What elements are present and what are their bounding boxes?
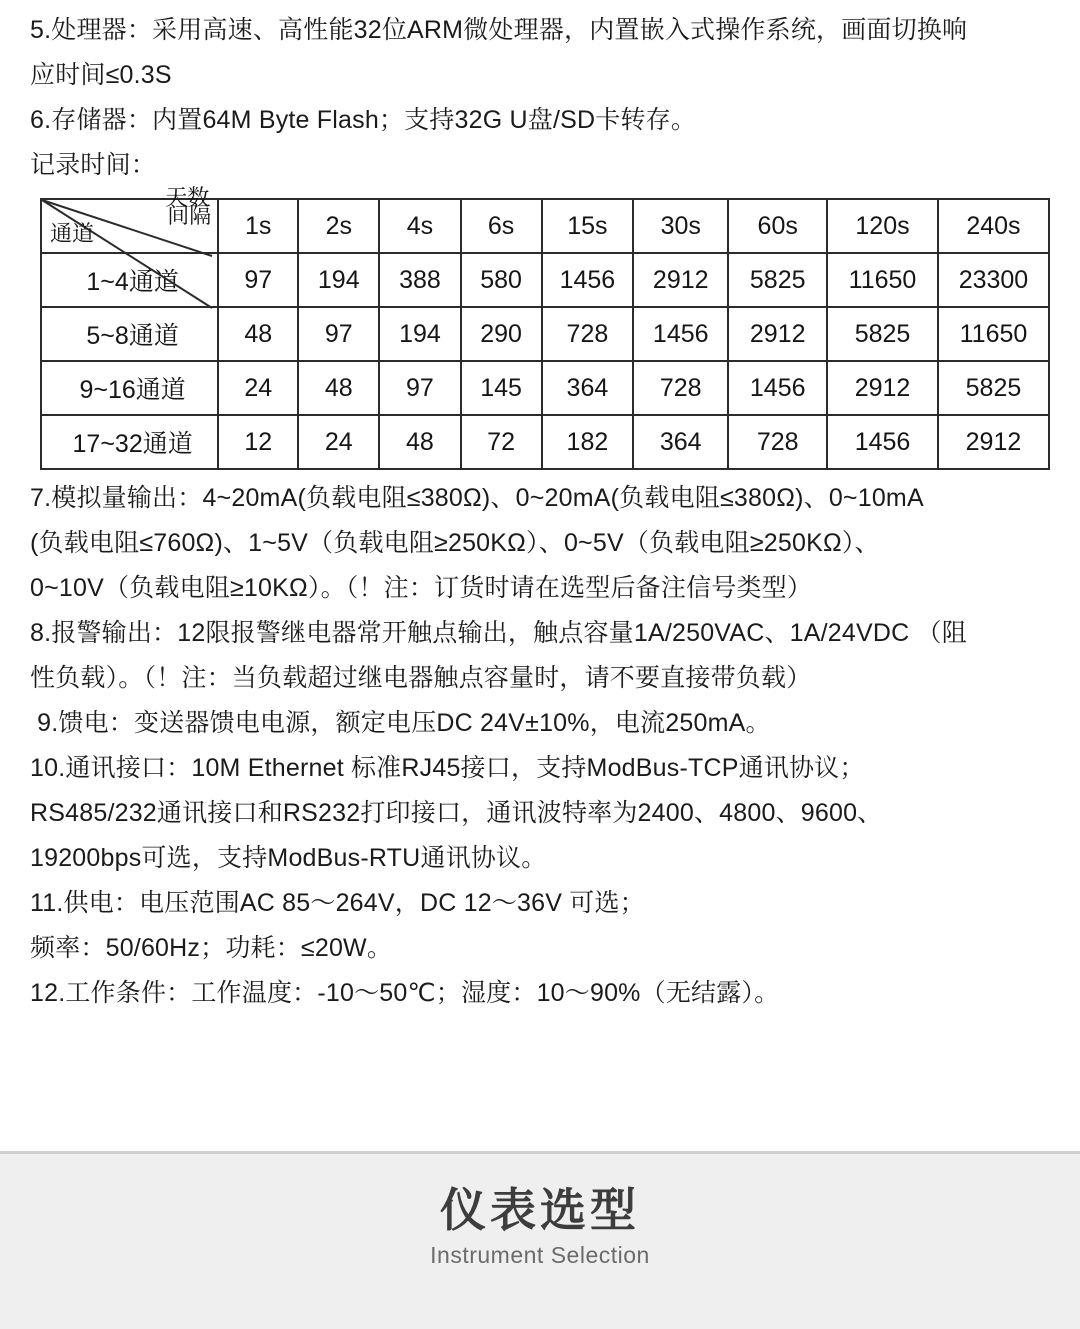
column-header: 1s [218, 199, 298, 253]
spec-line: 7.模拟量输出：4~20mA(负载电阻≤380Ω)、0~20mA(负载电阻≤380Ω)、0~10mA [30, 484, 924, 512]
record-time-table [40, 185, 1050, 470]
section-footer-band [0, 1151, 1080, 1329]
table-cell: 1456 [827, 415, 938, 469]
spec-line: 记录时间： [30, 151, 157, 179]
table-cell: 97 [218, 253, 298, 307]
corner-channel-label: 通道 [50, 221, 95, 246]
table-cell: 364 [542, 361, 634, 415]
corner-interval-label: 间隔 [167, 203, 212, 228]
corner-days-label: 天数 [165, 185, 210, 210]
column-header: 15s [542, 199, 634, 253]
footer-content [0, 1154, 1080, 1272]
table-cell: 2912 [827, 361, 938, 415]
table-cell: 2912 [728, 307, 827, 361]
spec-line: 9.馈电：变送器馈电电源，额定电压DC 24V±10%，电流250mA。 [30, 709, 771, 737]
row-label: 1~4通道 [41, 253, 218, 307]
table-cell: 194 [298, 253, 379, 307]
table-row [41, 415, 1049, 469]
table-cell: 5825 [827, 307, 938, 361]
table-cell: 182 [542, 415, 634, 469]
spec-line: 12.工作条件：工作温度：-10～50℃；湿度：10～90%（无结露）。 [30, 979, 780, 1007]
table-cell: 1456 [728, 361, 827, 415]
footer-title: 仪表选型 [440, 1184, 640, 1236]
table-cell: 24 [298, 415, 379, 469]
spec-line: 6.存储器：内置64M Byte Flash；支持32G U盘/SD卡转存。 [30, 106, 697, 134]
column-header: 60s [728, 199, 827, 253]
table-cell: 1456 [633, 307, 728, 361]
table-cell: 728 [542, 307, 634, 361]
table-cell: 145 [461, 361, 542, 415]
column-header: 6s [461, 199, 542, 253]
column-header: 30s [633, 199, 728, 253]
spec-line: 频率：50/60Hz；功耗：≤20W。 [30, 934, 393, 962]
spec-line: 11.供电：电压范围AC 85～264V，DC 12～36V 可选； [30, 889, 645, 917]
table-cell: 97 [298, 307, 379, 361]
table-cell: 2912 [633, 253, 728, 307]
table-cell: 72 [461, 415, 542, 469]
table-cell: 48 [379, 415, 460, 469]
row-label: 17~32通道 [41, 415, 218, 469]
table-cell: 580 [461, 253, 542, 307]
table-cell: 5825 [938, 361, 1049, 415]
spec-line: RS485/232通讯接口和RS232打印接口，通讯波特率为2400、4800、9600、 [30, 799, 883, 827]
table-cell: 1456 [542, 253, 634, 307]
table-cell: 388 [379, 253, 460, 307]
table-cell: 48 [298, 361, 379, 415]
table-cell: 728 [633, 361, 728, 415]
footer-subtitle: Instrument Selection [430, 1242, 650, 1268]
table-cell: 5825 [728, 253, 827, 307]
column-header: 2s [298, 199, 379, 253]
table-corner-cell [41, 185, 218, 253]
spec-line: 5.处理器：采用高速、高性能32位ARM微处理器，内置嵌入式操作系统，画面切换响 [30, 16, 968, 44]
column-header: 4s [379, 199, 460, 253]
column-header: 240s [938, 199, 1049, 253]
table-cell: 24 [218, 361, 298, 415]
table-cell: 11650 [827, 253, 938, 307]
column-header: 120s [827, 199, 938, 253]
table-cell: 12 [218, 415, 298, 469]
spec-line: 性负载）。（！注：当负载超过继电器触点容量时，请不要直接带负载） [30, 664, 812, 692]
table-cell: 364 [633, 415, 728, 469]
table-cell: 48 [218, 307, 298, 361]
row-label: 9~16通道 [41, 361, 218, 415]
spec-line: 8.报警输出：12限报警继电器常开触点输出，触点容量1A/250VAC、1A/24VDC （阻 [30, 619, 967, 647]
table-row [41, 361, 1049, 415]
table-cell: 194 [379, 307, 460, 361]
spec-list-top [30, 8, 1050, 188]
spec-line: 19200bps可选，支持ModBus-RTU通讯协议。 [30, 844, 547, 872]
table-header-row [41, 199, 1049, 253]
table-cell: 11650 [938, 307, 1049, 361]
table-cell: 97 [379, 361, 460, 415]
spec-list-bottom [30, 476, 1050, 1016]
table-cell: 290 [461, 307, 542, 361]
row-label: 5~8通道 [41, 307, 218, 361]
spec-line: 应时间≤0.3S [30, 61, 172, 89]
table-cell: 2912 [938, 415, 1049, 469]
spec-line: 10.通讯接口：10M Ethernet 标准RJ45接口，支持ModBus-TCP通讯协议； [30, 754, 865, 782]
spec-line: 0~10V（负载电阻≥10KΩ）。（！注：订货时请在选型后备注信号类型） [30, 574, 813, 602]
table-cell: 23300 [938, 253, 1049, 307]
spec-line: (负载电阻≤760Ω)、1~5V（负载电阻≥250KΩ）、0~5V（负载电阻≥250KΩ）、 [30, 529, 880, 557]
table-cell: 728 [728, 415, 827, 469]
record-time-table-wrapper [40, 185, 1050, 470]
